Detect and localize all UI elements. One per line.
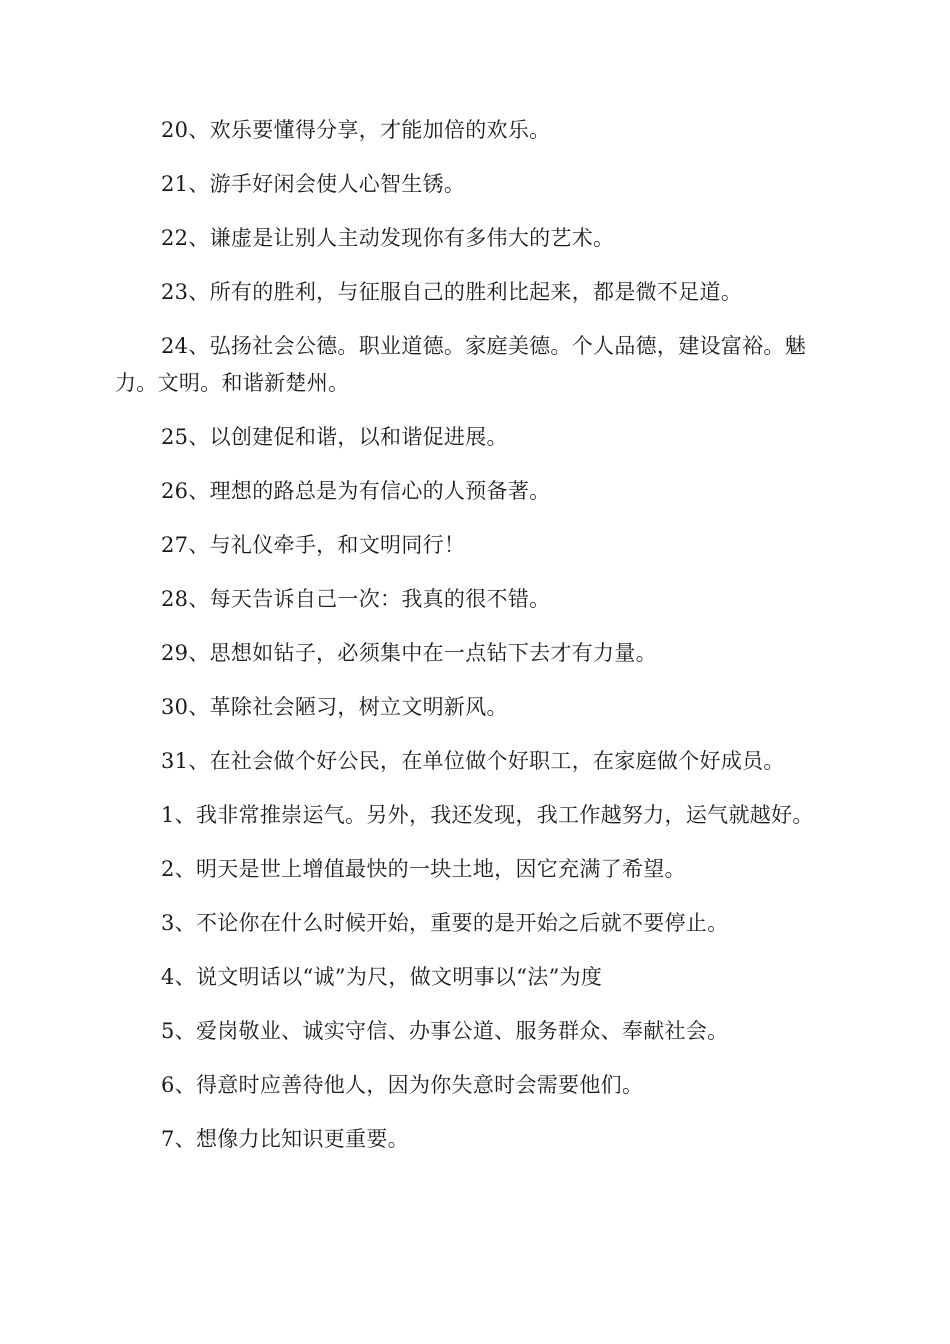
paragraph: 22、谦虚是让别人主动发现你有多伟大的艺术。 (161, 226, 615, 250)
paragraph: 26、理想的路总是为有信心的人预备著。 (161, 479, 551, 503)
paragraph: 3、不论你在什么时候开始，重要的是开始之后就不要停止。 (161, 911, 729, 935)
paragraph: 24、弘扬社会公德。职业道德。家庭美德。个人品德，建设富裕。魅力。文明。和谐新楚州。 (115, 334, 807, 395)
paragraph: 20、欢乐要懂得分享，才能加倍的欢乐。 (161, 118, 551, 142)
paragraph: 27、与礼仪牵手，和文明同行！ (161, 533, 466, 557)
paragraph: 7、想像力比知识更重要。 (161, 1127, 409, 1151)
paragraph: 23、所有的胜利，与征服自己的胜利比起来，都是微不足道。 (161, 280, 743, 304)
paragraph: 2、明天是世上增值最快的一块土地，因它充满了希望。 (161, 857, 686, 881)
paragraph: 4、说文明话以“诚”为尺，做文明事以“法”为度 (161, 965, 603, 989)
document-body (115, 112, 835, 1175)
paragraph: 29、思想如钻子，必须集中在一点钻下去才有力量。 (161, 641, 657, 665)
paragraph: 31、在社会做个好公民，在单位做个好职工，在家庭做个好成员。 (161, 749, 785, 773)
paragraph: 25、以创建促和谐，以和谐促进展。 (161, 425, 508, 449)
paragraph: 30、革除社会陋习，树立文明新风。 (161, 695, 508, 719)
paragraph: 6、得意时应善待他人，因为你失意时会需要他们。 (161, 1073, 644, 1097)
paragraph: 21、游手好闲会使人心智生锈。 (161, 172, 466, 196)
paragraph: 28、每天告诉自己一次：我真的很不错。 (161, 587, 551, 611)
paragraph: 5、爱岗敬业、诚实守信、办事公道、服务群众、奉献社会。 (161, 1019, 729, 1043)
paragraph: 1、我非常推崇运气。另外，我还发现，我工作越努力，运气就越好。 (161, 803, 814, 827)
